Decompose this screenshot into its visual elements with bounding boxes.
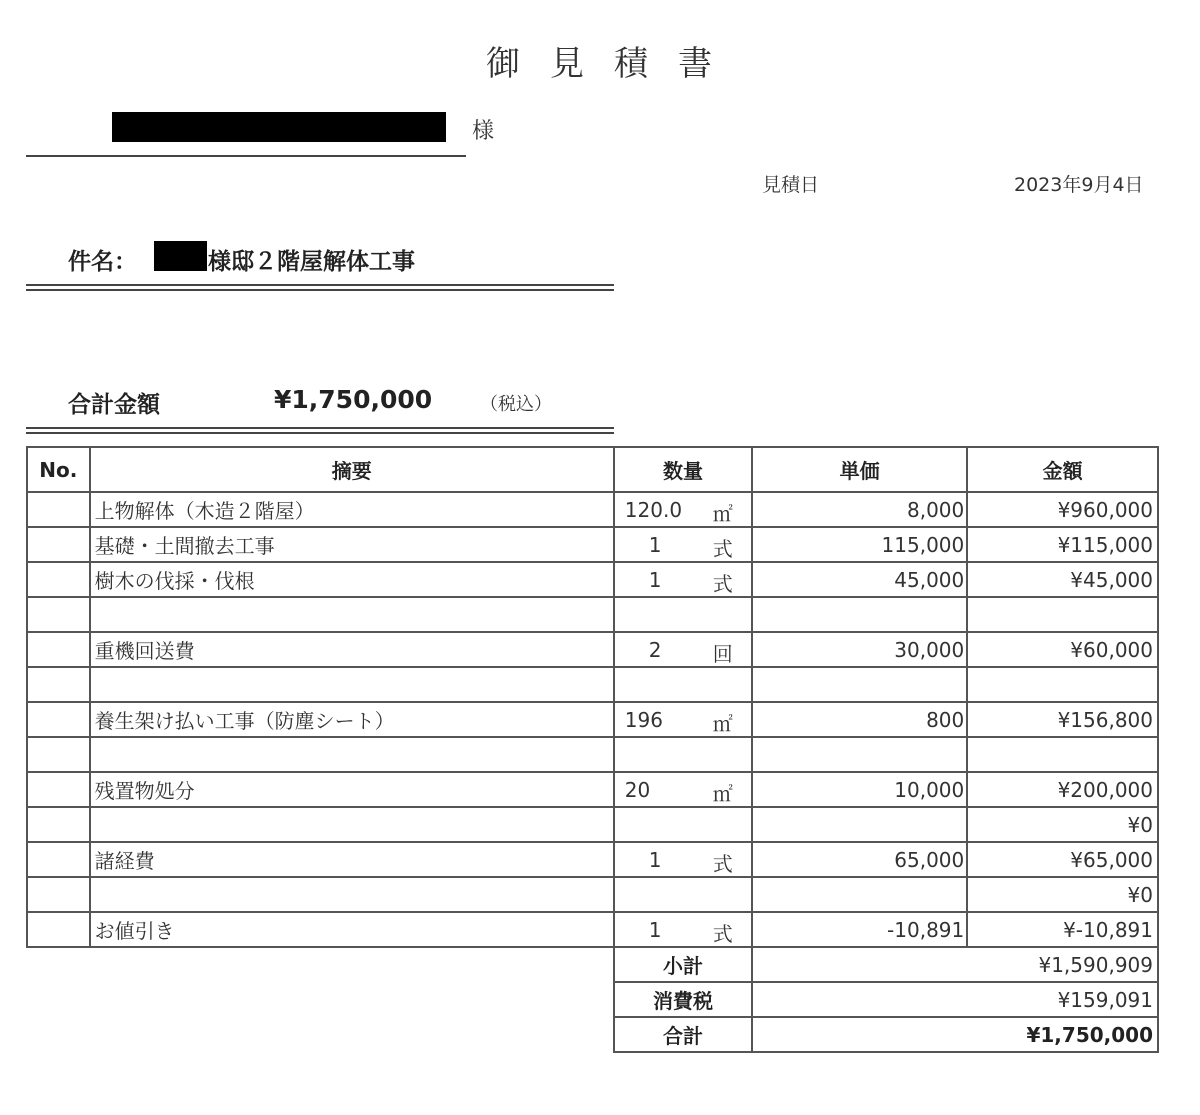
tax-value: ¥159,091: [752, 982, 1158, 1017]
row-no: [27, 632, 90, 667]
row-unit-price: [752, 597, 967, 632]
header-amount: 金額: [967, 447, 1158, 492]
row-quantity: 196: [624, 708, 663, 732]
table-header-row: [27, 447, 1158, 492]
row-unit: ㎡: [712, 502, 733, 526]
row-unit-price: [752, 807, 967, 842]
table-row: [27, 807, 1158, 842]
client-underline: [26, 155, 466, 157]
subject-name: 様邸２階屋解体工事: [208, 249, 415, 275]
header-description: 摘要: [90, 447, 614, 492]
redacted-client-name: [112, 112, 446, 142]
row-quantity-cell: [614, 737, 752, 772]
row-quantity: 2: [648, 638, 662, 662]
row-unit: 式: [712, 572, 733, 596]
total-amount-label: 合計金額: [68, 392, 160, 418]
row-description: 重機回送費: [90, 632, 614, 667]
total-underline: [26, 427, 614, 434]
table-row: [27, 842, 1158, 877]
tax-row: [27, 982, 1158, 1017]
row-unit-price: 800: [752, 702, 967, 737]
row-amount: ¥60,000: [967, 632, 1158, 667]
row-no: [27, 807, 90, 842]
row-unit: 式: [712, 537, 733, 561]
row-no: [27, 737, 90, 772]
row-amount: ¥-10,891: [967, 912, 1158, 947]
row-quantity-cell: [614, 702, 752, 737]
row-amount: ¥200,000: [967, 772, 1158, 807]
row-amount: ¥65,000: [967, 842, 1158, 877]
estimate-date-label: 見積日: [762, 174, 820, 196]
header-unit-price: 単価: [752, 447, 967, 492]
row-description: [90, 877, 614, 912]
row-quantity-cell: [614, 807, 752, 842]
grand-total-label: 合計: [614, 1017, 752, 1052]
row-no: [27, 527, 90, 562]
row-unit-price: [752, 667, 967, 702]
subject-label: 件名：: [68, 249, 137, 275]
subtotal-row: [27, 947, 1158, 982]
row-unit: 回: [712, 642, 733, 666]
row-unit-price: -10,891: [752, 912, 967, 947]
table-row: [27, 632, 1158, 667]
row-amount: ¥156,800: [967, 702, 1158, 737]
table-row: [27, 737, 1158, 772]
row-unit-price: 30,000: [752, 632, 967, 667]
row-quantity: 20: [624, 778, 651, 802]
row-unit-price: [752, 737, 967, 772]
row-no: [27, 877, 90, 912]
table-row: [27, 527, 1158, 562]
row-description: [90, 737, 614, 772]
estimate-table: [26, 446, 1159, 1053]
row-quantity: 1: [648, 918, 662, 942]
grand-total-value: ¥1,750,000: [752, 1017, 1158, 1052]
row-unit-price: 10,000: [752, 772, 967, 807]
row-quantity-cell: [614, 492, 752, 527]
row-description: 養生架け払い工事（防塵シート）: [90, 702, 614, 737]
honorific: 様: [472, 119, 495, 144]
row-description: お値引き: [90, 912, 614, 947]
row-amount: ¥960,000: [967, 492, 1158, 527]
row-quantity: 1: [648, 848, 662, 872]
row-no: [27, 702, 90, 737]
row-unit-price: 65,000: [752, 842, 967, 877]
row-amount: [967, 597, 1158, 632]
row-quantity-cell: [614, 597, 752, 632]
row-no: [27, 912, 90, 947]
tax-included-note: （税込）: [480, 394, 552, 415]
row-unit: ㎡: [712, 712, 733, 736]
row-amount: [967, 667, 1158, 702]
subject-line: [68, 243, 415, 276]
table-row: [27, 492, 1158, 527]
row-quantity-cell: [614, 772, 752, 807]
header-no: No.: [27, 447, 90, 492]
row-quantity-cell: [614, 912, 752, 947]
subject-underline: [26, 284, 614, 291]
table-row: [27, 562, 1158, 597]
row-no: [27, 842, 90, 877]
header-quantity: 数量: [614, 447, 752, 492]
row-no: [27, 562, 90, 597]
row-amount: ¥0: [967, 877, 1158, 912]
row-description: 上物解体（木造２階屋）: [90, 492, 614, 527]
row-unit-price: [752, 877, 967, 912]
tax-label: 消費税: [614, 982, 752, 1017]
total-amount-value: ¥1,750,000: [274, 385, 433, 414]
row-quantity-cell: [614, 877, 752, 912]
table-row: [27, 912, 1158, 947]
row-quantity-cell: [614, 842, 752, 877]
grand-total-row: [27, 1017, 1158, 1052]
row-quantity-cell: [614, 562, 752, 597]
row-unit-price: 8,000: [752, 492, 967, 527]
row-quantity: 120.0: [624, 498, 683, 522]
table-row: [27, 597, 1158, 632]
row-description: 基礎・土間撤去工事: [90, 527, 614, 562]
subtotal-value: ¥1,590,909: [752, 947, 1158, 982]
row-unit: 式: [712, 922, 733, 946]
row-quantity-cell: [614, 632, 752, 667]
row-quantity-cell: [614, 667, 752, 702]
row-no: [27, 492, 90, 527]
row-unit: 式: [712, 852, 733, 876]
document-title: 御見積書: [486, 44, 742, 84]
row-amount: [967, 737, 1158, 772]
redacted-subject-name: [154, 241, 207, 271]
row-description: [90, 667, 614, 702]
row-description: 諸経費: [90, 842, 614, 877]
row-quantity: 1: [648, 533, 662, 557]
row-description: [90, 807, 614, 842]
row-unit: ㎡: [712, 782, 733, 806]
row-unit-price: 45,000: [752, 562, 967, 597]
row-no: [27, 772, 90, 807]
row-amount: ¥115,000: [967, 527, 1158, 562]
row-amount: ¥45,000: [967, 562, 1158, 597]
row-description: 残置物処分: [90, 772, 614, 807]
table-row: [27, 667, 1158, 702]
estimate-date-value: 2023年9月4日: [1014, 174, 1144, 196]
row-unit-price: 115,000: [752, 527, 967, 562]
table-row: [27, 877, 1158, 912]
row-quantity: 1: [648, 568, 662, 592]
subtotal-label: 小計: [614, 947, 752, 982]
row-no: [27, 597, 90, 632]
row-description: 樹木の伐採・伐根: [90, 562, 614, 597]
row-description: [90, 597, 614, 632]
row-no: [27, 667, 90, 702]
row-amount: ¥0: [967, 807, 1158, 842]
table-row: [27, 772, 1158, 807]
row-quantity-cell: [614, 527, 752, 562]
table-row: [27, 702, 1158, 737]
